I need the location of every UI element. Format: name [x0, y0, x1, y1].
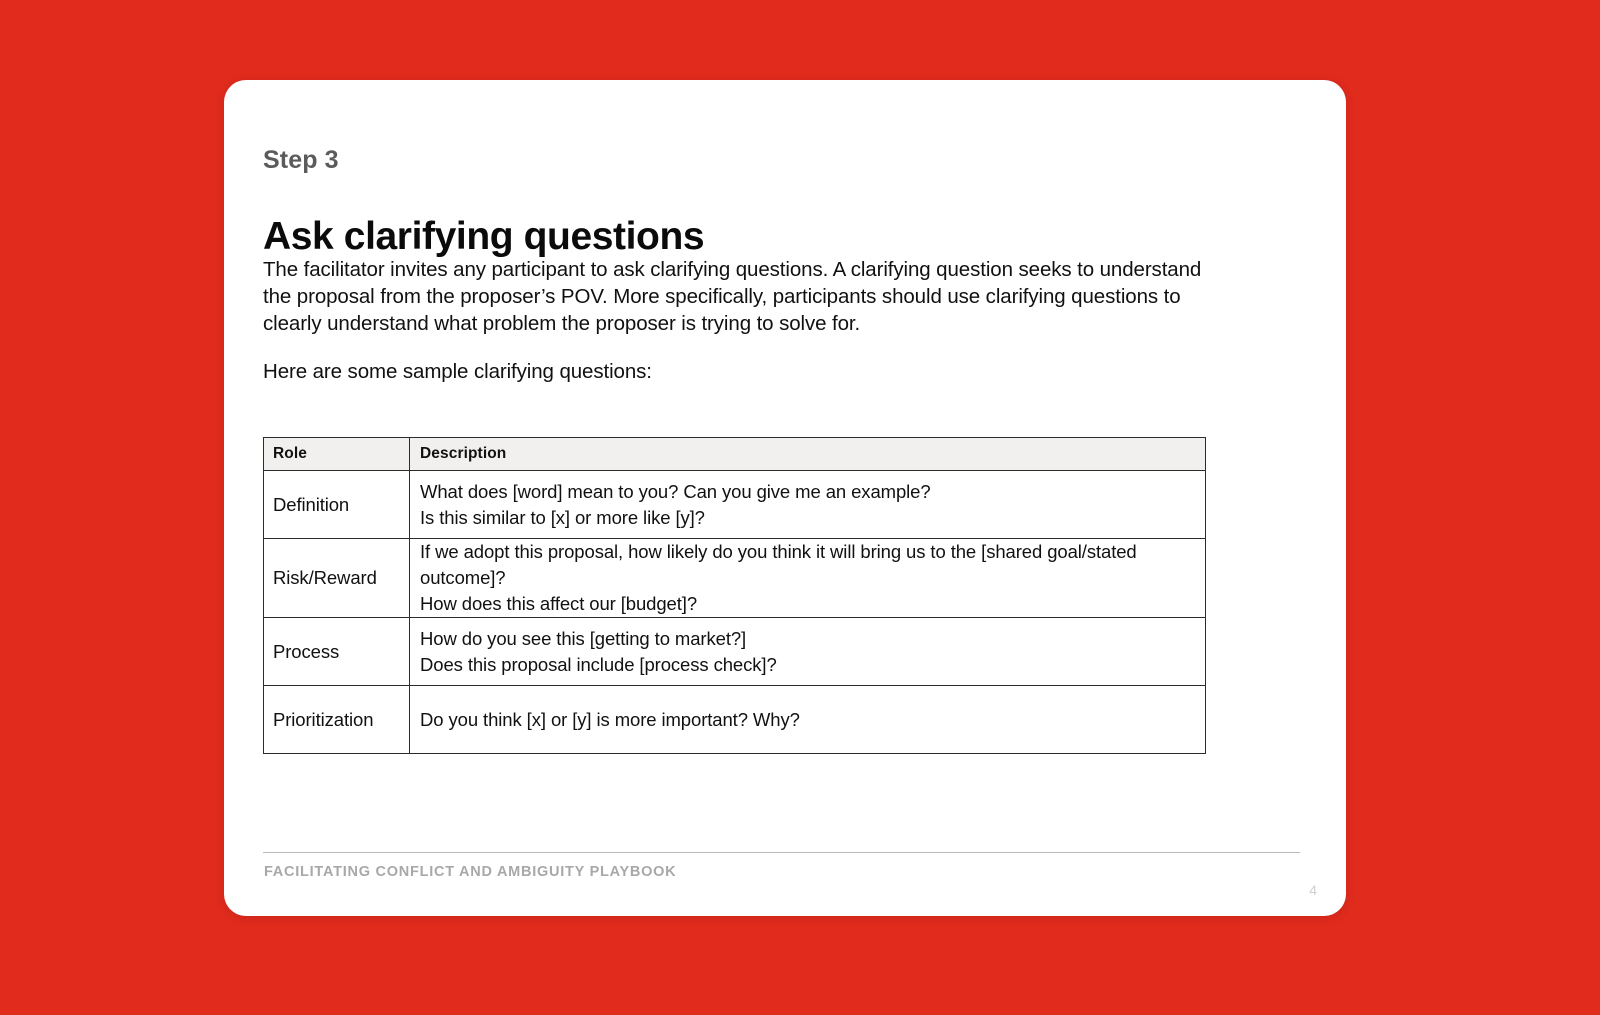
description-line: How do you see this [getting to market?]: [420, 627, 747, 649]
description-line: Does this proposal include [process check]?: [420, 653, 777, 675]
cell-role-risk-reward: Risk/Reward: [264, 539, 410, 618]
table-row: [264, 686, 1206, 754]
table-header: [264, 438, 1206, 471]
cell-description-prioritization: [410, 686, 1206, 754]
description-line: Is this similar to [x] or more like [y]?: [420, 506, 705, 528]
slide-card: [224, 80, 1346, 916]
clarifying-questions-table: [263, 437, 1206, 754]
slide-content: [263, 80, 1330, 916]
footer-divider: [263, 852, 1300, 853]
description-line: If we adopt this proposal, how likely do you think it will bring us to the [shared goal/stated outcome]?: [420, 541, 1137, 588]
cell-description-definition: [410, 471, 1206, 539]
step-eyebrow: Step 3: [263, 146, 339, 174]
clarifying-questions-table-wrapper: [263, 437, 1206, 754]
body-copy: [263, 256, 1211, 385]
column-header-description: Description: [410, 438, 1206, 471]
page-title: Ask clarifying questions: [263, 215, 705, 259]
column-header-role: Role: [264, 438, 410, 471]
page-number: 4: [1309, 882, 1317, 898]
table-body: [264, 471, 1206, 754]
body-paragraph-2: Here are some sample clarifying questions:: [263, 360, 652, 383]
cell-role-definition: Definition: [264, 471, 410, 539]
table-row: [264, 471, 1206, 539]
cell-role-prioritization: Prioritization: [264, 686, 410, 754]
cell-description-risk-reward: [410, 539, 1206, 618]
description-line: How does this affect our [budget]?: [420, 593, 698, 614]
cell-role-process: Process: [264, 618, 410, 686]
description-line: Do you think [x] or [y] is more important? Why?: [420, 708, 800, 730]
table-row: [264, 618, 1206, 686]
table-row: [264, 539, 1206, 618]
table-header-row: [264, 438, 1206, 471]
footer-playbook-label: FACILITATING CONFLICT AND AMBIGUITY PLAYBOOK: [264, 864, 677, 880]
description-line: What does [word] mean to you? Can you give me an example?: [420, 480, 931, 502]
cell-description-process: [410, 618, 1206, 686]
body-paragraph-1: The facilitator invites any participant to ask clarifying questions. A clarifying question seeks to understand the proposal from the proposer’s POV. More specifically, participants should use clarifying questions to clearly understand what problem the proposer is trying to solve for.: [263, 258, 1202, 335]
